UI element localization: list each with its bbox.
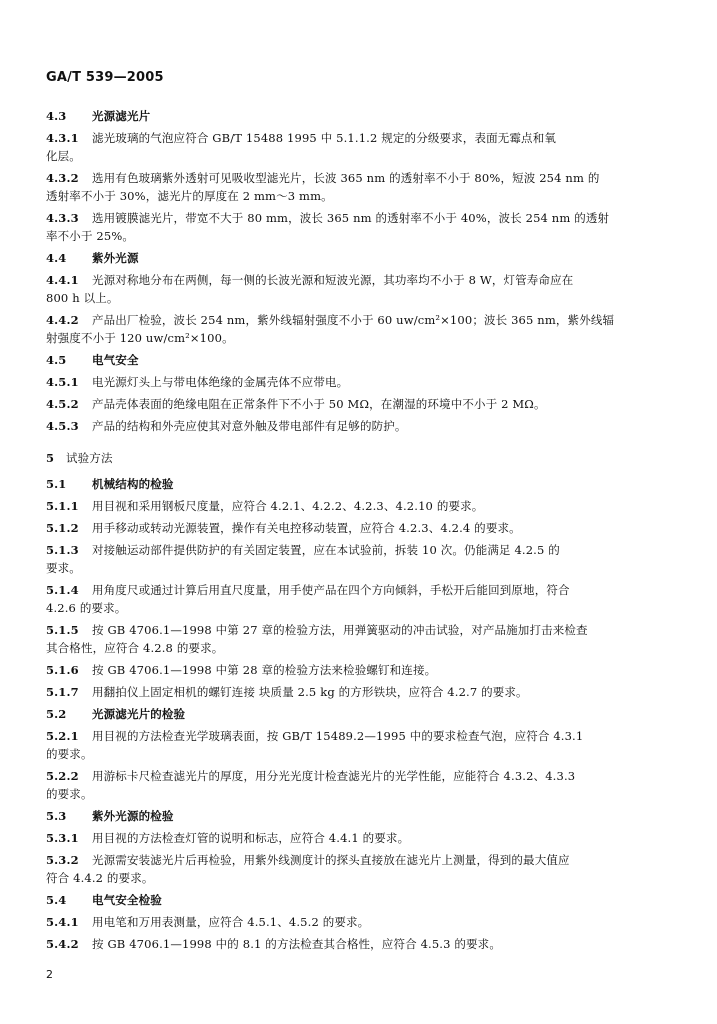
clause-text: 用目视和采用钢板尺度量，应符合 4.2.1、4.2.2、4.2.3、4.2.10 的要求。 xyxy=(92,499,484,513)
clause-number: 5.1.7 xyxy=(46,685,79,699)
clause-text: 紫外光源的检验 xyxy=(92,809,174,823)
clause-text: 化层。 xyxy=(46,149,81,163)
clause-item xyxy=(46,914,672,930)
clause-number: 4.4.2 xyxy=(46,313,79,327)
clause-item xyxy=(46,542,672,558)
document-id-header: GA/T 539—2005 xyxy=(46,70,164,85)
chapter-heading xyxy=(46,450,672,466)
clause-text: 符合 4.4.2 的要求。 xyxy=(46,871,154,885)
clause-text: 对接触运动部件提供防护的有关固定装置，应在本试验前，拆装 10 次。仍能满足 4.2.5 的 xyxy=(92,543,560,557)
clause-text: 按 GB 4706.1—1998 中第 27 章的检验方法，用弹簧驱动的冲击试验，对产品施加打击来检查 xyxy=(92,623,588,637)
clause-number: 4.3 xyxy=(46,109,67,123)
clause-item xyxy=(46,768,672,784)
clause-item xyxy=(46,936,672,952)
clause-text: 射强度不小于 120 uw/cm²×100。 xyxy=(46,331,234,345)
clause-text: 用电笔和万用表测量，应符合 4.5.1、4.5.2 的要求。 xyxy=(92,915,370,929)
clause-text: 电气安全 xyxy=(92,353,139,367)
page-number: 2 xyxy=(46,968,53,981)
clause-item xyxy=(46,622,672,638)
clause-continuation xyxy=(46,786,672,802)
section-heading xyxy=(46,476,672,492)
clause-number: 5.3.2 xyxy=(46,853,79,867)
clause-number: 4.3.1 xyxy=(46,131,79,145)
clause-item xyxy=(46,830,672,846)
clause-item xyxy=(46,374,672,390)
clause-continuation xyxy=(46,228,672,244)
clause-text: 试验方法 xyxy=(66,451,113,465)
clause-text: 产品出厂检验，波长 254 nm，紫外线辐射强度不小于 60 uw/cm²×100；波长 365 nm，紫外线辐 xyxy=(92,313,615,327)
clause-number: 5.2 xyxy=(46,707,67,721)
clause-text: 用手移动或转动光源装置，操作有关电控移动装置，应符合 4.2.3、4.2.4 的要求。 xyxy=(92,521,521,535)
clause-text: 选用镀膜滤光片，带宽不大于 80 mm，波长 365 nm 的透射率不小于 40%，波长 254 nm 的透射 xyxy=(92,211,610,225)
clause-text: 滤光玻璃的气泡应符合 GB/T 15488 1995 中 5.1.1.2 规定的分级要求，表面无霉点和氧 xyxy=(92,131,556,145)
clause-number: 4.5.2 xyxy=(46,397,79,411)
clause-item xyxy=(46,852,672,868)
section-heading xyxy=(46,352,672,368)
clause-text: 用角度尺或通过计算后用直尺度量，用手使产品在四个方向倾斜，手松开后能回到原地，符合 xyxy=(92,583,570,597)
clause-number: 5.1.3 xyxy=(46,543,79,557)
clause-item xyxy=(46,520,672,536)
clause-continuation xyxy=(46,640,672,656)
section-heading xyxy=(46,892,672,908)
clause-number: 4.4.1 xyxy=(46,273,79,287)
section-heading xyxy=(46,108,672,124)
clause-continuation xyxy=(46,290,672,306)
clause-number: 4.5 xyxy=(46,353,67,367)
clause-continuation xyxy=(46,330,672,346)
clause-text: 紫外光源 xyxy=(92,251,139,265)
clause-number: 4.5.1 xyxy=(46,375,79,389)
clause-item xyxy=(46,396,672,412)
clause-continuation xyxy=(46,188,672,204)
clause-number: 4.3.3 xyxy=(46,211,79,225)
clause-text: 光源滤光片的检验 xyxy=(92,707,186,721)
document-body xyxy=(46,108,672,958)
clause-number: 5.1.4 xyxy=(46,583,79,597)
clause-text: 其合格性，应符合 4.2.8 的要求。 xyxy=(46,641,224,655)
clause-number: 5.1.1 xyxy=(46,499,79,513)
clause-number: 4.4 xyxy=(46,251,67,265)
clause-text: 用游标卡尺检查滤光片的厚度，用分光光度计检查滤光片的光学性能，应能符合 4.3.2、4.3.3 xyxy=(92,769,576,783)
clause-number: 5.1.6 xyxy=(46,663,79,677)
clause-item xyxy=(46,312,672,328)
clause-continuation xyxy=(46,870,672,886)
clause-text: 用翻拍仪上固定相机的螺钉连接 块质量 2.5 kg 的方形铁块，应符合 4.2.7 的要求。 xyxy=(92,685,528,699)
clause-text: 用目视的方法检查灯管的说明和标志，应符合 4.4.1 的要求。 xyxy=(92,831,410,845)
clause-number: 5.4.2 xyxy=(46,937,79,951)
clause-text: 光源对称地分布在两侧，每一侧的长波光源和短波光源，其功率均不小于 8 W，灯管寿命应在 xyxy=(92,273,574,287)
clause-item xyxy=(46,272,672,288)
clause-number: 5.1.2 xyxy=(46,521,79,535)
clause-text: 要求。 xyxy=(46,561,81,575)
clause-number: 5.3 xyxy=(46,809,67,823)
clause-text: 4.2.6 的要求。 xyxy=(46,601,127,615)
clause-text: 机械结构的检验 xyxy=(92,477,174,491)
clause-item xyxy=(46,582,672,598)
clause-text: 光源需安装滤光片后再检验，用紫外线测度计的探头直接放在滤光片上测量，得到的最大值应 xyxy=(92,853,570,867)
clause-number: 4.5.3 xyxy=(46,419,79,433)
clause-number: 5.1.5 xyxy=(46,623,79,637)
section-heading xyxy=(46,706,672,722)
clause-item xyxy=(46,728,672,744)
clause-text: 产品壳体表面的绝缘电阻在正常条件下不小于 50 MΩ，在潮湿的环境中不小于 2 MΩ。 xyxy=(92,397,546,411)
clause-number: 5.1 xyxy=(46,477,67,491)
section-heading xyxy=(46,250,672,266)
clause-number: 5.3.1 xyxy=(46,831,79,845)
clause-text: 透射率不小于 30%，滤光片的厚度在 2 mm～3 mm。 xyxy=(46,189,333,203)
clause-item xyxy=(46,662,672,678)
clause-number: 5.2.1 xyxy=(46,729,79,743)
clause-number: 5.2.2 xyxy=(46,769,79,783)
clause-item xyxy=(46,684,672,700)
clause-text: 的要求。 xyxy=(46,747,93,761)
clause-text: 800 h 以上。 xyxy=(46,291,119,305)
clause-number: 5.4.1 xyxy=(46,915,79,929)
clause-text: 电光源灯头上与带电体绝缘的金属壳体不应带电。 xyxy=(92,375,349,389)
clause-text: 电气安全检验 xyxy=(92,893,162,907)
clause-text: 用目视的方法检查光学玻璃表面，按 GB/T 15489.2—1995 中的要求检查气泡，应符合 4.3.1 xyxy=(92,729,584,743)
clause-continuation xyxy=(46,746,672,762)
clause-continuation xyxy=(46,148,672,164)
clause-item xyxy=(46,210,672,226)
clause-text: 产品的结构和外壳应使其对意外触及带电部件有足够的防护。 xyxy=(92,419,407,433)
clause-item xyxy=(46,130,672,146)
clause-text: 按 GB 4706.1—1998 中第 28 章的检验方法来检验螺钉和连接。 xyxy=(92,663,437,677)
clause-item xyxy=(46,418,672,434)
clause-text: 按 GB 4706.1—1998 中的 8.1 的方法检查其合格性，应符合 4.5.3 的要求。 xyxy=(92,937,501,951)
clause-item xyxy=(46,498,672,514)
clause-continuation xyxy=(46,600,672,616)
clause-text: 选用有色玻璃紫外透射可见吸收型滤光片，长波 365 nm 的透射率不小于 80%，短波 254 nm 的 xyxy=(92,171,600,185)
section-heading xyxy=(46,808,672,824)
clause-text: 率不小于 25%。 xyxy=(46,229,135,243)
clause-number: 5 xyxy=(46,451,55,465)
clause-continuation xyxy=(46,560,672,576)
clause-text: 的要求。 xyxy=(46,787,93,801)
clause-number: 4.3.2 xyxy=(46,171,79,185)
clause-text: 光源滤光片 xyxy=(92,109,151,123)
clause-number: 5.4 xyxy=(46,893,67,907)
clause-item xyxy=(46,170,672,186)
